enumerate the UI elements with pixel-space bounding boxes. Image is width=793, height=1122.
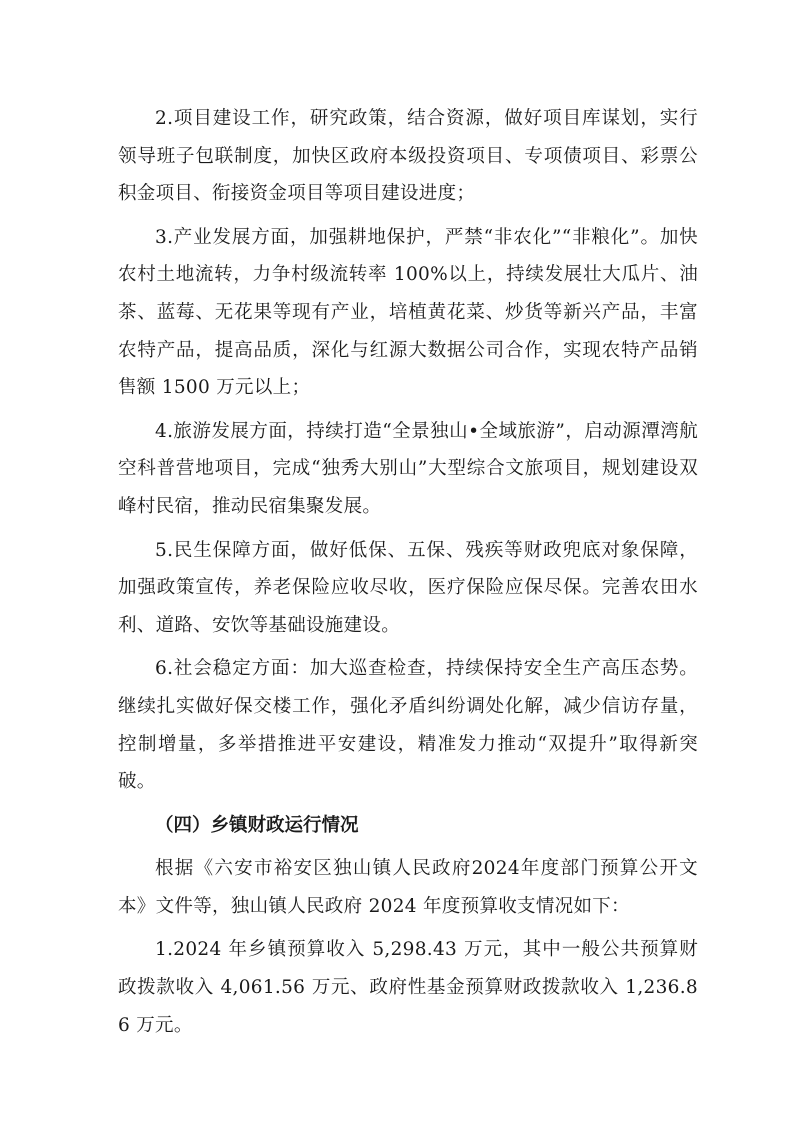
paragraph-budget-source: 根据《六安市裕安区独山镇人民政府2024年度部门预算公开文本》文件等，独山镇人民政府 2024 年度预算收支情况如下： [118, 858, 698, 917]
paragraph-project-construction: 2.项目建设工作，研究政策，结合资源，做好项目库谋划，实行领导班子包联制度，加快区政府本级投资项目、专项债项目、彩票公积金项目、衔接资金项目等项目建设进度； [118, 108, 698, 205]
paragraph-industry-development: 3.产业发展方面，加强耕地保护，严禁“非农化”“非粮化”。加快农村土地流转，力争村级流转率 100%以上，持续发展壮大瓜片、油茶、蓝莓、无花果等现有产业，培植黄花菜、炒货等新兴产品，丰富农特产品，提高品质，深化与红源大数据公司合作，实现农特产品销售额 1500 万元以上； [118, 226, 698, 399]
paragraph-livelihood-security: 5.民生保障方面，做好低保、五保、残疾等财政兜底对象保障，加强政策宣传，养老保险应收尽收，医疗保险应保尽保。完善农田水利、道路、安饮等基础设施建设。 [118, 539, 698, 636]
document-body [118, 100, 698, 1050]
paragraph-social-stability: 6.社会稳定方面：加大巡查检查，持续保持安全生产高压态势。继续扎实做好保交楼工作，强化矛盾纠纷调处化解，减少信访存量，控制增量，多举措推进平安建设，精准发力推动“双提升”取得新突破。 [118, 658, 698, 793]
paragraph-tourism-development: 4.旅游发展方面，持续打造“全景独山•全域旅游”，启动源潭湾航空科普营地项目，完成“独秀大别山”大型综合文旅项目，规划建设双峰村民宿，推动民宿集聚发展。 [118, 420, 698, 517]
section-heading: （四）乡镇财政运行情况 [155, 814, 359, 836]
paragraph-budget-revenue: 1.2024 年乡镇预算收入 5,298.43 万元，其中一般公共预算财政拨款收入 4,061.56 万元、政府性基金预算财政拨款收入 1,236.86 万元。 [118, 939, 698, 1036]
